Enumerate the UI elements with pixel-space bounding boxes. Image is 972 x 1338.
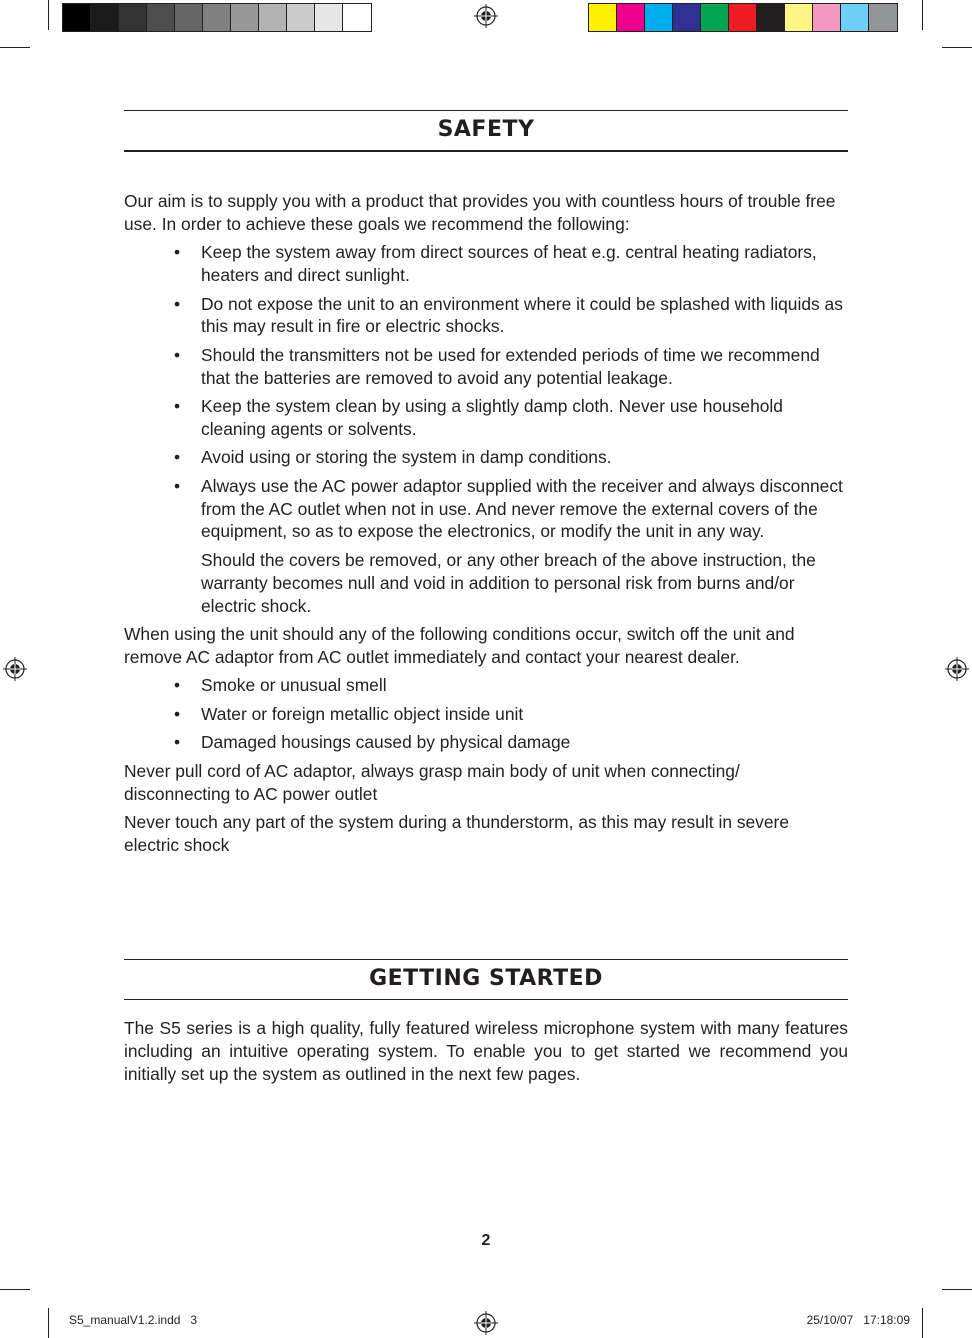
gray-swatch bbox=[203, 4, 231, 31]
bullet-icon: • bbox=[174, 344, 181, 365]
page-number: 2 bbox=[481, 1232, 491, 1249]
list-item: • Always use the AC power adaptor supplied with the receiver and always disconnect from the AC outlet when not in use. And never remove the external covers of the equipment, so as to expose the electronics, or modify the unit in any way. bbox=[174, 475, 843, 542]
grayscale-color-bar bbox=[62, 3, 372, 32]
bullet-icon: • bbox=[174, 242, 181, 263]
color-swatch bbox=[785, 4, 813, 31]
color-swatch bbox=[645, 4, 673, 31]
color-swatch bbox=[589, 4, 617, 31]
crop-mark bbox=[922, 1308, 923, 1338]
registration-mark-icon bbox=[945, 657, 969, 681]
bullet-icon: • bbox=[174, 732, 181, 753]
gray-swatch bbox=[119, 4, 147, 31]
color-swatch bbox=[673, 4, 701, 31]
conditions-intro: When using the unit should any of the following conditions occur, switch off the unit and remove AC adaptor from AC outlet immediately and contact your nearest dealer. bbox=[124, 624, 795, 667]
bullet-icon: • bbox=[174, 396, 181, 417]
crop-mark bbox=[922, 0, 923, 30]
safety-heading: SAFETY bbox=[437, 117, 535, 142]
color-swatch bbox=[841, 4, 869, 31]
list-item: • Water or foreign metallic object inside unit bbox=[174, 703, 524, 724]
list-item: • Keep the system away from direct sources of heat e.g. central heating radiators, heaters and direct sunlight. bbox=[174, 242, 817, 286]
registration-mark-icon bbox=[3, 657, 27, 681]
registration-mark-icon bbox=[474, 4, 498, 28]
registration-mark-icon bbox=[474, 1311, 498, 1335]
list-item: • Smoke or unusual smell bbox=[174, 675, 387, 696]
color-swatch bbox=[729, 4, 757, 31]
gray-swatch bbox=[175, 4, 203, 31]
process-color-bar bbox=[588, 3, 898, 32]
color-swatch bbox=[701, 4, 729, 31]
gray-swatch bbox=[315, 4, 343, 31]
list-item: • Should the transmitters not be used for extended periods of time we recommend that the batteries are removed to avoid any potential leakage. bbox=[174, 344, 820, 388]
cord-note: Never pull cord of AC adaptor, always grasp main body of unit when connecting/ disconnecting to AC power outlet bbox=[124, 760, 740, 804]
crop-mark bbox=[48, 0, 49, 30]
gray-swatch bbox=[259, 4, 287, 31]
heading-rule-bottom bbox=[124, 150, 848, 152]
list-item: • Keep the system clean by using a slightly damp cloth. Never use household cleaning agents or solvents. bbox=[174, 396, 783, 439]
bullet-icon: • bbox=[174, 447, 181, 468]
crop-mark bbox=[942, 1289, 972, 1290]
gray-swatch bbox=[343, 4, 371, 31]
color-swatch bbox=[869, 4, 897, 31]
gray-swatch bbox=[91, 4, 119, 31]
list-item: • Do not expose the unit to an environment where it could be splashed with liquids as this may result in fire or electric shocks. bbox=[174, 293, 843, 337]
bullet-icon: • bbox=[174, 475, 181, 496]
conditions-list bbox=[124, 674, 848, 754]
safety-recommendations-list bbox=[124, 241, 848, 543]
color-swatch bbox=[813, 4, 841, 31]
warranty-note: Should the covers be removed, or any other breach of the above instruction, the warranty becomes null and void in addition to personal risk from burns and/or electric shock. bbox=[201, 549, 816, 616]
gray-swatch bbox=[147, 4, 175, 31]
getting-started-heading: GETTING STARTED bbox=[369, 966, 603, 991]
heading-rule-top bbox=[124, 959, 848, 960]
color-swatch bbox=[617, 4, 645, 31]
list-item: • Avoid using or storing the system in damp conditions. bbox=[174, 447, 612, 468]
gray-swatch bbox=[231, 4, 259, 31]
bullet-icon: • bbox=[174, 703, 181, 724]
slug-filename: S5_manualV1.2.indd 3 bbox=[69, 1313, 198, 1327]
gray-swatch bbox=[63, 4, 91, 31]
gray-swatch bbox=[287, 4, 315, 31]
bullet-icon: • bbox=[174, 675, 181, 696]
crop-mark bbox=[0, 47, 30, 48]
getting-started-text: The S5 series is a high quality, fully featured wireless microphone system with many features including an intuitive operating system. To enable you to get started we recommend you initially set up the system as outlined in the next few pages. bbox=[124, 1018, 848, 1084]
crop-mark bbox=[0, 1289, 30, 1290]
crop-mark bbox=[48, 1308, 49, 1338]
safety-intro: Our aim is to supply you with a product that provides you with countless hours of trouble free use. In order to achieve these goals we recommend the following: bbox=[124, 191, 836, 234]
color-swatch bbox=[757, 4, 785, 31]
bullet-icon: • bbox=[174, 293, 181, 314]
thunderstorm-note: Never touch any part of the system during a thunderstorm, as this may result in severe electric shock bbox=[124, 812, 790, 855]
slug-timestamp: 25/10/07 17:18:09 bbox=[806, 1313, 910, 1327]
crop-mark bbox=[942, 47, 972, 48]
list-item: • Damaged housings caused by physical damage bbox=[174, 732, 571, 753]
heading-rule-bottom bbox=[124, 999, 848, 1000]
safety-section bbox=[124, 190, 848, 862]
heading-rule-top bbox=[124, 110, 848, 111]
